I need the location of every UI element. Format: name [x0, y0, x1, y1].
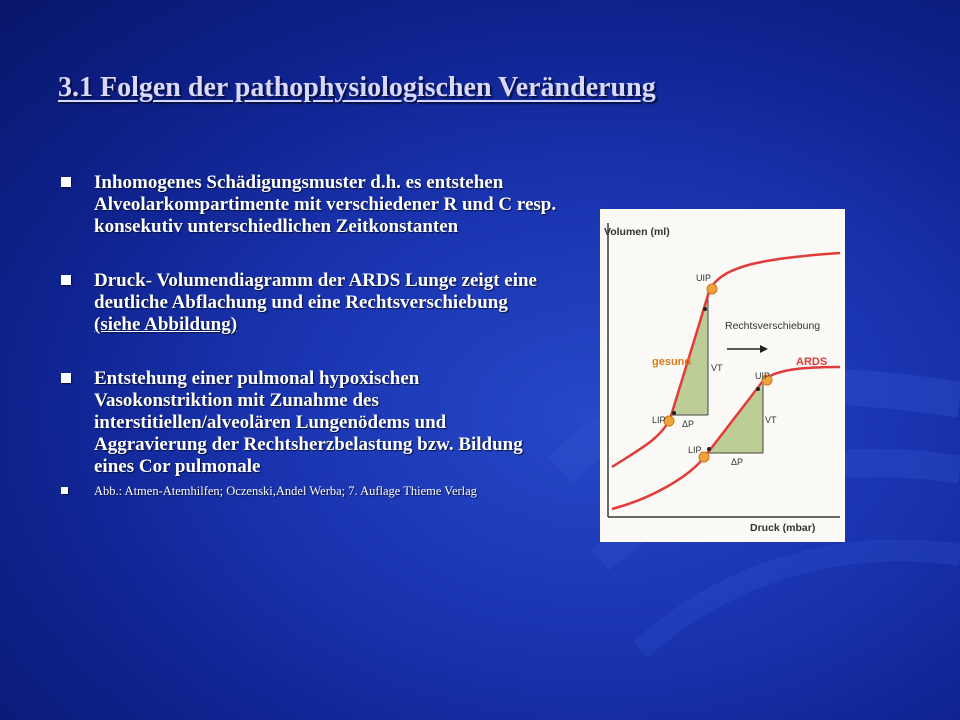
gesund-label: gesund — [652, 356, 692, 368]
lip-label-ards: LIP — [688, 445, 702, 455]
ards-label: ARDS — [796, 356, 828, 368]
bullet-list — [58, 172, 558, 499]
bullet-item-source — [58, 484, 558, 499]
curve-dot — [672, 411, 676, 415]
uip-label-ards: UIP — [755, 371, 771, 381]
slide-title: 3.1 Folgen der pathophysiologischen Veränderung — [58, 72, 656, 103]
x-axis-label: Druck (mbar) — [750, 522, 816, 534]
dp-label-gesund: ΔP — [682, 419, 695, 429]
bullet-text: Inhomogenes Schädigungsmuster d.h. es entstehen Alveolarkompartimente mit verschiedener R und C resp. konsekutiv unterschiedlichen Zeitkonstanten — [94, 172, 557, 237]
curve-dot — [703, 307, 707, 311]
shift-label: Rechtsverschiebung — [725, 320, 821, 332]
bullet-item — [58, 172, 558, 238]
uip-label-gesund: UIP — [696, 273, 712, 283]
vt-label-gesund: VT — [711, 363, 723, 373]
pressure-volume-diagram — [600, 209, 845, 542]
source-citation: Abb.: Atmen-Atemhilfen; Oczenski,Andel Werba; 7. Auflage Thieme Verlag — [94, 484, 477, 498]
curve-dot — [756, 387, 760, 391]
bullet-text: Druck- Volumendiagramm der ARDS Lunge zeigt eine deutliche Abflachung und eine Rechtsverschiebung — [94, 270, 537, 313]
dp-label-ards: ΔP — [731, 457, 744, 467]
shift-arrow-head — [760, 345, 768, 353]
bullet-text: Entstehung einer pulmonal hypoxischen Vasokonstriktion mit Zunahme des interstitiellen/alveolären Lungenödems und Aggravierung der Rechtsherzbelastung bzw. Bildung eines Cor pulmonale — [94, 368, 523, 477]
figure-reference-link[interactable]: (siehe Abbildung) — [94, 314, 238, 335]
pressure-volume-figure — [600, 209, 845, 542]
uip-marker — [707, 284, 717, 294]
vt-label-ards: VT — [765, 415, 777, 425]
bullet-item — [58, 270, 558, 336]
bullet-item — [58, 368, 558, 478]
y-axis-label: Volumen (ml) — [604, 226, 670, 238]
curve-dot — [707, 447, 711, 451]
lip-label-gesund: LIP — [652, 415, 666, 425]
